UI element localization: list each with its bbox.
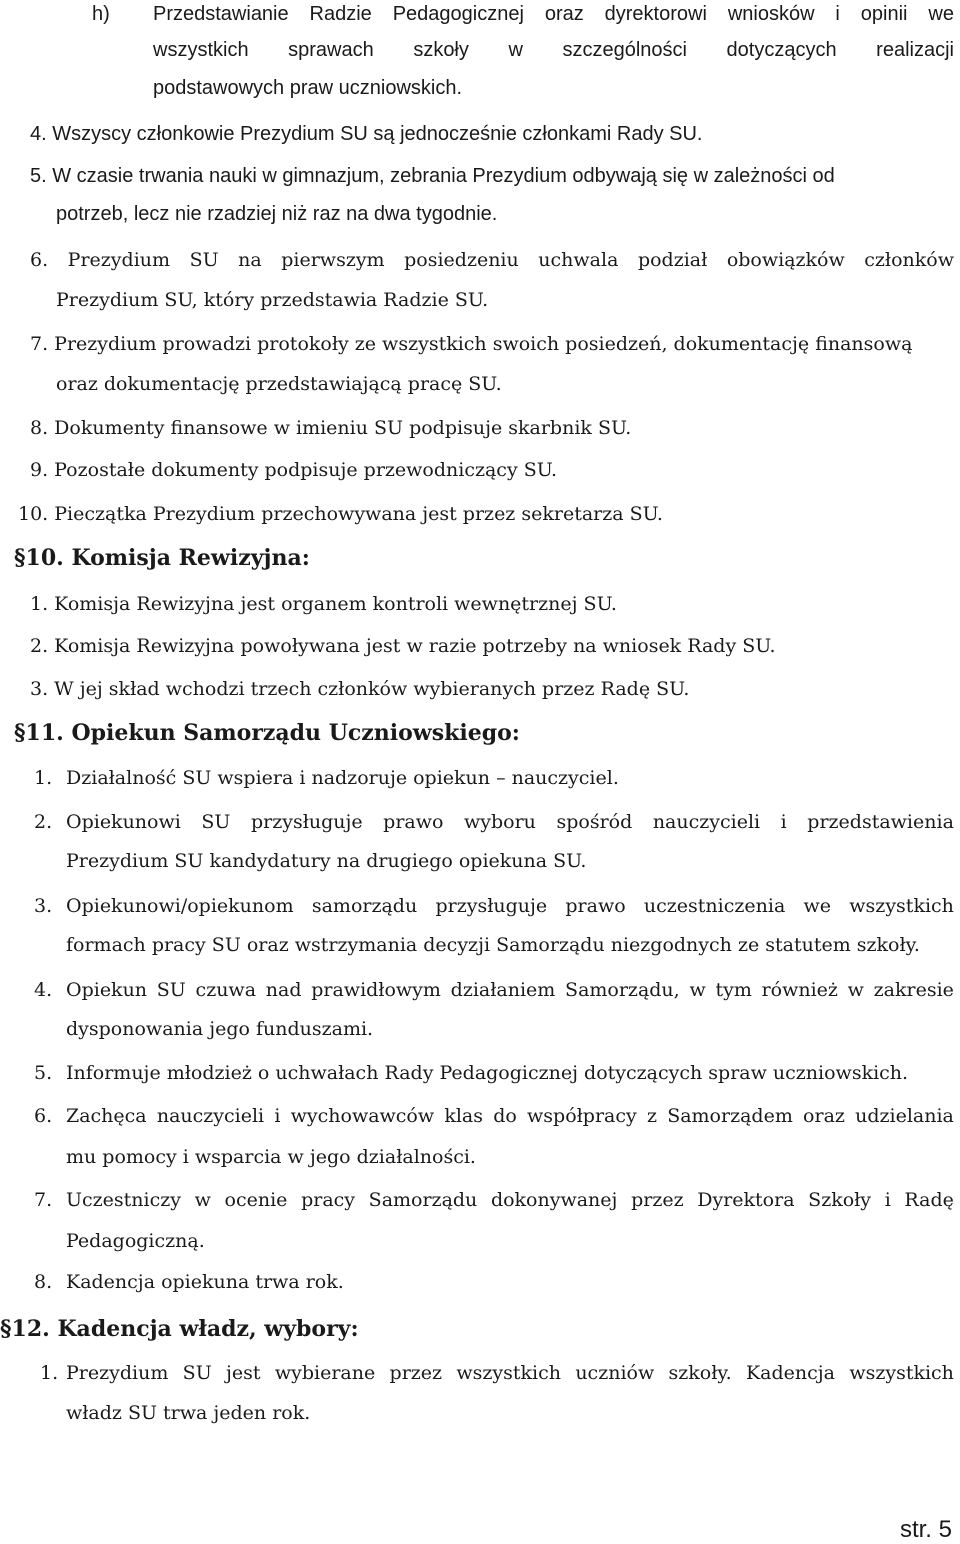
justified-line bbox=[66, 1104, 954, 1128]
item-number: 3. bbox=[34, 895, 53, 917]
word: samorządu bbox=[311, 895, 418, 917]
word: i bbox=[884, 1189, 891, 1211]
word: oraz bbox=[544, 3, 584, 25]
text-line: podstawowych praw uczniowskich. bbox=[153, 77, 463, 99]
word: w bbox=[508, 39, 523, 61]
word: Samorządu, bbox=[565, 979, 680, 1001]
word: posiedzeniu bbox=[404, 249, 519, 271]
word: Pedagogicznej bbox=[392, 3, 524, 25]
word: szkoły. bbox=[668, 1362, 732, 1384]
list-item: 2. Komisja Rewizyjna powoływana jest w razie potrzeby na wniosek Rady SU. bbox=[30, 635, 776, 657]
justified-line bbox=[30, 248, 954, 272]
word: szkoły bbox=[413, 39, 469, 61]
word: Zachęca bbox=[66, 1105, 147, 1127]
word: do bbox=[493, 1105, 517, 1127]
word: dyrektorowi bbox=[604, 3, 707, 25]
item-number: 1. bbox=[40, 1362, 59, 1384]
word: Opiekunowi/opiekunom bbox=[66, 895, 294, 917]
word: Kadencja bbox=[745, 1362, 835, 1384]
item-number: 8. bbox=[34, 1271, 53, 1293]
text-line: władz SU trwa jeden rok. bbox=[66, 1402, 311, 1424]
word: Przedstawianie bbox=[153, 3, 289, 25]
text-line: Pedagogiczną. bbox=[66, 1230, 205, 1252]
word: spośród bbox=[556, 811, 633, 833]
word: wszystkich bbox=[456, 1362, 561, 1384]
word: dokonywanej bbox=[490, 1189, 618, 1211]
word: realizacji bbox=[876, 39, 954, 61]
word: ocenie bbox=[224, 1189, 288, 1211]
word: i bbox=[274, 1105, 281, 1127]
section-heading: §10. Komisja Rewizyjna: bbox=[14, 545, 310, 571]
word: wniosków bbox=[727, 3, 815, 25]
list-item: 3. W jej skład wchodzi trzech członków wybieranych przez Radę SU. bbox=[30, 678, 690, 700]
text-line: Prezydium SU kandydatury na drugiego opiekuna SU. bbox=[66, 850, 587, 872]
list-item: Działalność SU wspiera i nadzoruje opiekun – nauczyciel. bbox=[66, 767, 619, 789]
word: Opiekunowi bbox=[66, 811, 181, 833]
text-line: formach pracy SU oraz wstrzymania decyzji Samorządu niezgodnych ze statutem szkoły. bbox=[66, 934, 920, 956]
word: w bbox=[689, 979, 706, 1001]
word: przysługuje bbox=[435, 895, 548, 917]
word: współpracy bbox=[527, 1105, 637, 1127]
word: prawo bbox=[565, 895, 626, 917]
word: w bbox=[194, 1189, 211, 1211]
word: klas bbox=[444, 1105, 484, 1127]
item-number: 1. bbox=[34, 767, 53, 789]
word: uczestniczenia bbox=[643, 895, 786, 917]
item-number: 6. bbox=[34, 1105, 53, 1127]
word: Radę bbox=[904, 1189, 954, 1211]
list-item: 1. Komisja Rewizyjna jest organem kontroli wewnętrznej SU. bbox=[30, 593, 617, 615]
word: wychowawców bbox=[290, 1105, 435, 1127]
list-item: 9. Pozostałe dokumenty podpisuje przewodniczący SU. bbox=[30, 459, 558, 481]
word: Opiekun bbox=[66, 979, 148, 1001]
word: tym bbox=[715, 979, 752, 1001]
word: przez bbox=[389, 1362, 443, 1384]
word: udzielania bbox=[855, 1105, 954, 1127]
word: również bbox=[761, 979, 838, 1001]
justified-line bbox=[66, 978, 954, 1002]
justified-line bbox=[153, 38, 954, 62]
list-item: 8. Dokumenty finansowe w imieniu SU podpisuje skarbnik SU. bbox=[30, 417, 632, 439]
item-number: 5. bbox=[34, 1062, 53, 1084]
section-heading: §12. Kadencja władz, wybory: bbox=[0, 1316, 359, 1342]
word: SU bbox=[182, 1362, 212, 1384]
word: jest bbox=[226, 1362, 261, 1384]
word: sprawach bbox=[288, 39, 374, 61]
word: Uczestniczy bbox=[66, 1189, 181, 1211]
word: SU bbox=[189, 249, 219, 271]
justified-line bbox=[153, 2, 954, 26]
item-number: 2. bbox=[34, 811, 53, 833]
word: i bbox=[835, 3, 840, 25]
justified-line bbox=[66, 1361, 954, 1385]
word: opinii bbox=[860, 3, 908, 25]
word: w bbox=[847, 979, 864, 1001]
item-marker: h) bbox=[92, 3, 110, 25]
word: Prezydium bbox=[66, 1362, 169, 1384]
word: nauczycieli bbox=[652, 811, 761, 833]
word: Dyrektora bbox=[697, 1189, 795, 1211]
word: wybierane bbox=[274, 1362, 376, 1384]
list-item: 10. Pieczątka Prezydium przechowywana jest przez sekretarza SU. bbox=[18, 503, 663, 525]
word: 6. bbox=[30, 249, 49, 271]
word: dotyczących bbox=[726, 39, 837, 61]
word: przysługuje bbox=[250, 811, 363, 833]
word: z bbox=[646, 1105, 657, 1127]
word: we bbox=[928, 3, 954, 25]
text-line: Prezydium SU, który przedstawia Radzie SU. bbox=[56, 289, 489, 311]
word: zakresie bbox=[873, 979, 954, 1001]
word: nauczycieli bbox=[156, 1105, 265, 1127]
word: pierwszym bbox=[281, 249, 385, 271]
page-number: str. 5 bbox=[899, 1516, 952, 1543]
word: podział bbox=[637, 249, 708, 271]
list-item: 5. W czasie trwania nauki w gimnazjum, zebrania Prezydium odbywają się w zależności od bbox=[30, 165, 835, 187]
word: Radzie bbox=[309, 3, 372, 25]
word: wszystkich bbox=[849, 1362, 954, 1384]
word: Prezydium bbox=[67, 249, 171, 271]
justified-line bbox=[66, 1188, 954, 1212]
word: czuwa bbox=[195, 979, 257, 1001]
word: wszystkich bbox=[153, 39, 249, 61]
word: prawidłowym bbox=[311, 979, 441, 1001]
word: Szkoły bbox=[808, 1189, 872, 1211]
text-line: oraz dokumentację przedstawiającą pracę SU. bbox=[56, 373, 502, 395]
item-number: 7. bbox=[34, 1189, 53, 1211]
word: pracy bbox=[301, 1189, 356, 1211]
list-item: 4. Wszyscy członkowie Prezydium SU są jednocześnie członkami Rady SU. bbox=[30, 123, 703, 145]
word: działaniem bbox=[450, 979, 556, 1001]
section-heading: §11. Opiekun Samorządu Uczniowskiego: bbox=[14, 720, 520, 746]
list-item: 7. Prezydium prowadzi protokoły ze wszystkich swoich posiedzeń, dokumentację finansową bbox=[30, 333, 913, 355]
word: przedstawienia bbox=[807, 811, 954, 833]
word: członków bbox=[864, 249, 954, 271]
word: i bbox=[780, 811, 787, 833]
word: wyboru bbox=[464, 811, 536, 833]
item-number: 4. bbox=[34, 979, 53, 1001]
word: we bbox=[803, 895, 832, 917]
list-item: Informuje młodzież o uchwałach Rady Pedagogicznej dotyczących spraw uczniowskich. bbox=[66, 1062, 909, 1084]
word: nad bbox=[265, 979, 302, 1001]
word: wszystkich bbox=[849, 895, 954, 917]
word: SU bbox=[156, 979, 186, 1001]
justified-line bbox=[66, 894, 954, 918]
justified-line bbox=[66, 810, 954, 834]
text-line: dysponowania jego funduszami. bbox=[66, 1018, 374, 1040]
word: Samorządu bbox=[368, 1189, 478, 1211]
word: SU bbox=[201, 811, 231, 833]
text-line: potrzeb, lecz nie rzadziej niż raz na dwa tygodnie. bbox=[56, 203, 498, 225]
word: oraz bbox=[803, 1105, 845, 1127]
word: uchwala bbox=[538, 249, 619, 271]
word: prawo bbox=[383, 811, 444, 833]
word: Samorządem bbox=[667, 1105, 793, 1127]
word: szczególności bbox=[562, 39, 687, 61]
list-item: Kadencja opiekuna trwa rok. bbox=[66, 1271, 344, 1293]
word: uczniów bbox=[575, 1362, 655, 1384]
word: przez bbox=[631, 1189, 684, 1211]
text-line: mu pomocy i wsparcia w jego działalności. bbox=[66, 1146, 476, 1168]
word: obowiązków bbox=[726, 249, 845, 271]
word: na bbox=[238, 249, 262, 271]
